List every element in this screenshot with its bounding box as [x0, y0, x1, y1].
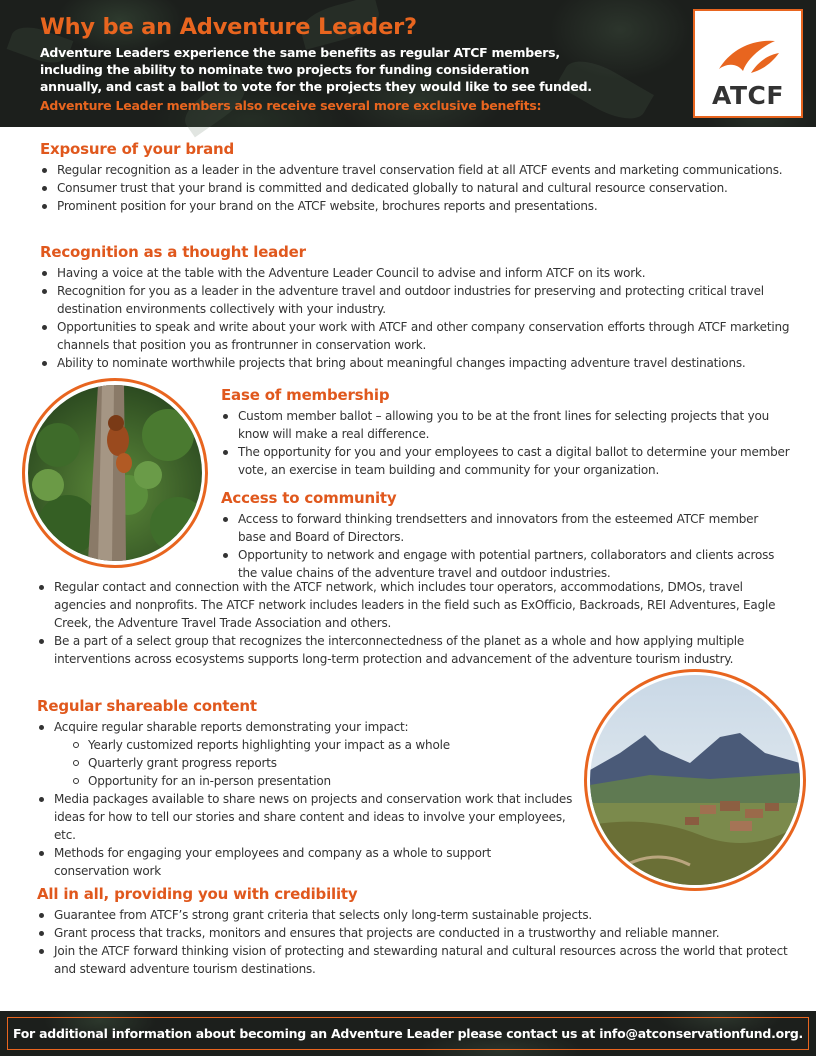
list-item: The opportunity for you and your employees to cast a digital ballot to determine your member vote, an exercise in team building and community for your organization. — [221, 443, 791, 479]
list-item: Media packages available to share news on projects and conservation work that includes ideas for how to tell our stories and share content and ideas to involve your employees, etc. — [37, 790, 587, 844]
landscape-image — [590, 675, 800, 885]
list-item: Guarantee from ATCF’s strong grant criteria that selects only long-term sustainable projects. — [37, 906, 797, 924]
list-item — [37, 718, 587, 790]
list-item: Ability to nominate worthwhile projects that bring about meaningful changes impacting adventure travel destinations. — [40, 354, 800, 372]
photo-image — [590, 675, 800, 885]
list-item: Be a part of a select group that recognizes the interconnectedness of the planet as a whole and how applying multiple interventions across ecosystems supports long-term protection and advancement of the adventure tourism industry. — [37, 632, 797, 668]
section-membership — [221, 386, 791, 479]
section-shareable — [37, 697, 587, 880]
footer-frame — [7, 1017, 809, 1050]
logo-swoosh-icon — [717, 33, 781, 77]
section-exposure — [40, 140, 800, 215]
sub-list — [54, 736, 587, 790]
list-item: Opportunity to network and engage with potential partners, collaborators and clients across the value chains of the adventure travel and outdoor industries. — [221, 546, 781, 582]
sub-list-item: Quarterly grant progress reports — [54, 754, 587, 772]
logo-text: ATCF — [712, 81, 784, 110]
list-item: Custom member ballot – allowing you to be at the front lines for selecting projects that you know will make a real difference. — [221, 407, 791, 443]
intro-text — [40, 44, 600, 95]
section-credibility — [37, 885, 797, 978]
section-heading: Access to community — [221, 489, 397, 507]
bullet-list — [37, 718, 587, 880]
list-item: Recognition for you as a leader in the adventure travel and outdoor industries for preserving and protecting critical travel destination environments collectively with your industry. — [40, 282, 800, 318]
bullet-list — [37, 578, 797, 668]
list-item: Join the ATCF forward thinking vision of protecting and stewarding natural and cultural resources across the world that protect and steward adventure tourism destinations. — [37, 942, 797, 978]
list-item: Methods for engaging your employees and company as a whole to support conservation work — [37, 844, 527, 880]
bullet-list — [221, 510, 781, 582]
list-item: Consumer trust that your brand is committed and dedicated globally to natural and cultural resource conservation. — [40, 179, 800, 197]
section-heading: All in all, providing you with credibility — [37, 885, 358, 903]
list-item: Having a voice at the table with the Adventure Leader Council to advise and inform ATCF on its work. — [40, 264, 800, 282]
section-community-continued — [37, 578, 797, 668]
list-item: Prominent position for your brand on the ATCF website, brochures reports and presentations. — [40, 197, 800, 215]
bullet-list — [40, 161, 800, 215]
volcano-landscape-photo — [584, 669, 806, 891]
atcf-logo[interactable] — [693, 9, 803, 118]
section-heading: Ease of membership — [221, 386, 390, 404]
intro-line: Adventure Leaders experience the same benefits as regular ATCF members, — [40, 45, 560, 60]
list-item: Opportunities to speak and write about your work with ATCF and other company conservation efforts through ATCF marketing channels that position you as frontrunner in conservation work. — [40, 318, 800, 354]
sub-list-item: Yearly customized reports highlighting your impact as a whole — [54, 736, 587, 754]
list-item: Grant process that tracks, monitors and ensures that projects are conducted in a trustworthy and reliable manner. — [37, 924, 797, 942]
list-item: Access to forward thinking trendsetters and innovators from the esteemed ATCF member base and Board of Directors. — [221, 510, 781, 546]
sub-list-item: Opportunity for an in-person presentation — [54, 772, 587, 790]
section-heading: Recognition as a thought leader — [40, 243, 306, 261]
section-heading: Regular shareable content — [37, 697, 257, 715]
bullet-list — [40, 264, 800, 372]
header-banner — [0, 0, 816, 127]
bullet-list — [37, 906, 797, 978]
list-item: Regular contact and connection with the ATCF network, which includes tour operators, accommodations, DMOs, travel agencies and nonprofits. The ATCF network includes leaders in the field such as ExOfficio, Backroads, REI Adventures, Eagle Creek, the Adventure Travel Trade Association and others. — [37, 578, 797, 632]
page-title: Why be an Adventure Leader? — [40, 14, 417, 40]
intro-highlight: Adventure Leader members also receive several more exclusive benefits: — [40, 98, 542, 113]
forest-image — [28, 385, 202, 561]
list-item-text: Acquire regular sharable reports demonstrating your impact: — [54, 720, 409, 734]
footer-banner — [0, 1011, 816, 1056]
bullet-list — [221, 407, 791, 479]
photo-image — [28, 385, 202, 561]
intro-line: including the ability to nominate two projects for funding consideration — [40, 62, 530, 77]
section-heading: Exposure of your brand — [40, 140, 235, 158]
intro-line: annually, and cast a ballot to vote for the projects they would like to see funded. — [40, 79, 592, 94]
orangutan-photo — [22, 378, 208, 568]
list-item: Regular recognition as a leader in the adventure travel conservation field at all ATCF events and marketing communications. — [40, 161, 800, 179]
section-thought-leader — [40, 243, 800, 372]
footer-contact-text[interactable]: For additional information about becoming an Adventure Leader please contact us at info@atconservationfund.org. — [12, 1026, 804, 1041]
section-community — [221, 489, 781, 582]
